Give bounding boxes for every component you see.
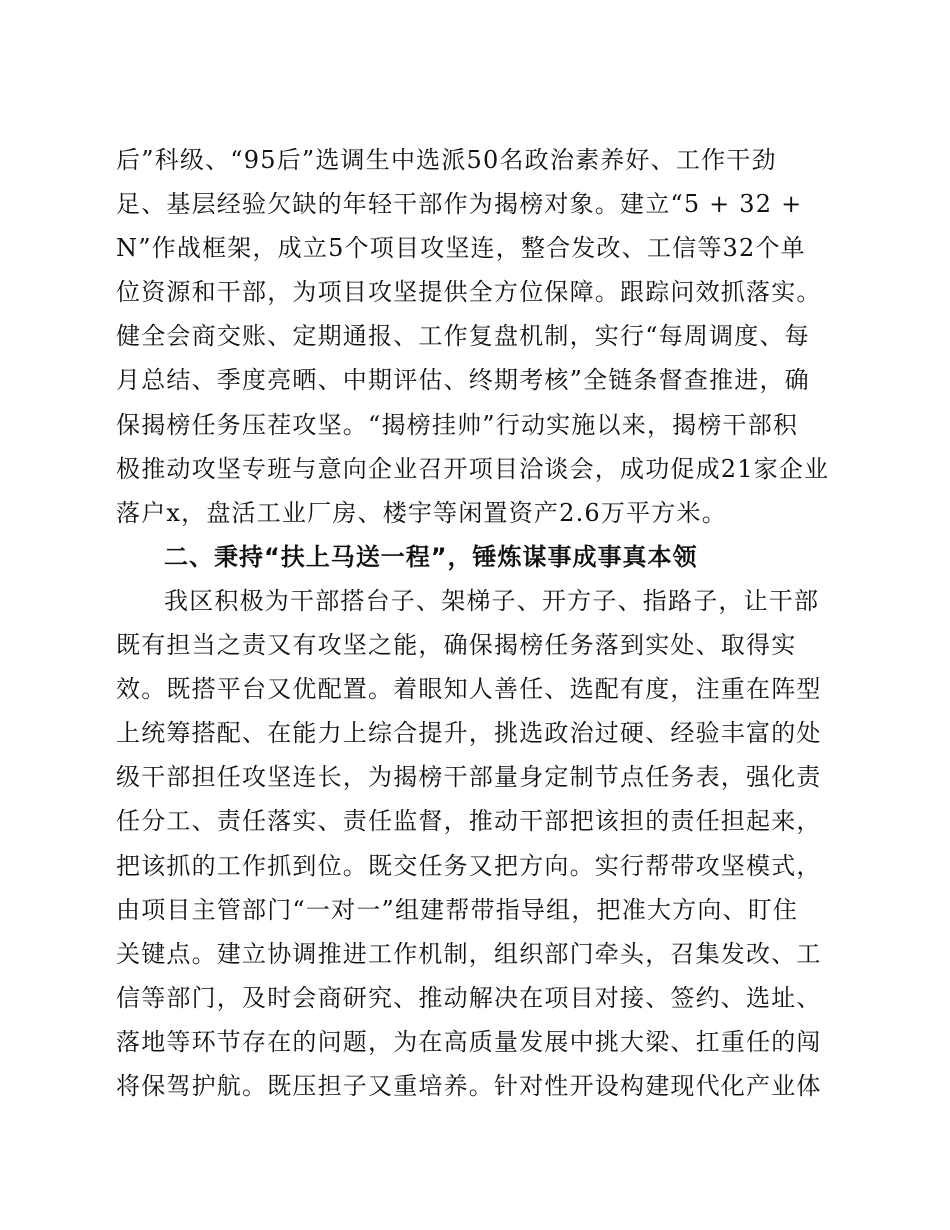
text-line: 将保驾护航。既压担子又重培养。针对性开设构建现代化产业体 <box>116 1071 822 1100</box>
text-line: 足、基层经验欠缺的年轻干部作为揭榜对象。建立“5 + 32 + <box>116 190 803 219</box>
text-line: 上统筹搭配、在能力上综合提升，挑选政治过硬、经验丰富的处 <box>116 719 822 748</box>
text-line: 保揭榜任务压茬攻坚。“揭榜挂帅”行动实施以来，揭榜干部积 <box>116 410 799 439</box>
text-line: 任分工、责任落实、责任监督，推动干部把该担的责任担起来， <box>116 807 822 836</box>
text-line: 效。既搭平台又优配置。着眼知人善任、选配有度，注重在阵型 <box>116 675 822 704</box>
text-line: 我区积极为干部搭台子、架梯子、开方子、指路子，让干部 <box>164 586 820 615</box>
text-line: 级干部担任攻坚连长，为揭榜干部量身定制节点任务表，强化责 <box>116 763 822 792</box>
section-heading: 二、秉持“扶上马送一程”，锤炼谋事成事真本领 <box>164 542 698 571</box>
text-line: 健全会商交账、定期通报、工作复盘机制，实行“每周调度、每 <box>116 322 810 351</box>
text-line: N”作战框架，成立5个项目攻坚连，整合发改、工信等32个单 <box>116 234 806 263</box>
text-line: 既有担当之责又有攻坚之能，确保揭榜任务落到实处、取得实 <box>116 631 797 660</box>
text-line: 后”科级、“95后”选调生中选派50名政治素养好、工作干劲 <box>116 146 777 174</box>
text-line: 极推动攻坚专班与意向企业召开项目洽谈会，成功促成21家企业 <box>116 454 830 483</box>
text-line: 由项目主管部门“一对一”组建帮带指导组，把准大方向、盯住 <box>116 895 799 924</box>
text-line: 落地等环节存在的问题，为在高质量发展中挑大梁、扛重任的闯 <box>116 1027 822 1056</box>
text-line: 位资源和干部，为项目攻坚提供全方位保障。跟踪问效抓落实。 <box>116 278 822 307</box>
text-line: 关键点。建立协调推进工作机制，组织部门牵头，召集发改、工 <box>116 939 822 968</box>
text-line: 落户x，盘活工业厂房、楼宇等闲置资产2.6万平方米。 <box>116 498 727 527</box>
text-line: 信等部门，及时会商研究、推动解决在项目对接、签约、选址、 <box>116 983 822 1012</box>
text-line: 月总结、季度亮晒、中期评估、终期考核”全链条督查推进，确 <box>116 366 810 395</box>
text-line: 把该抓的工作抓到位。既交任务又把方向。实行帮带攻坚模式， <box>116 851 822 880</box>
body-text <box>116 138 836 1108</box>
